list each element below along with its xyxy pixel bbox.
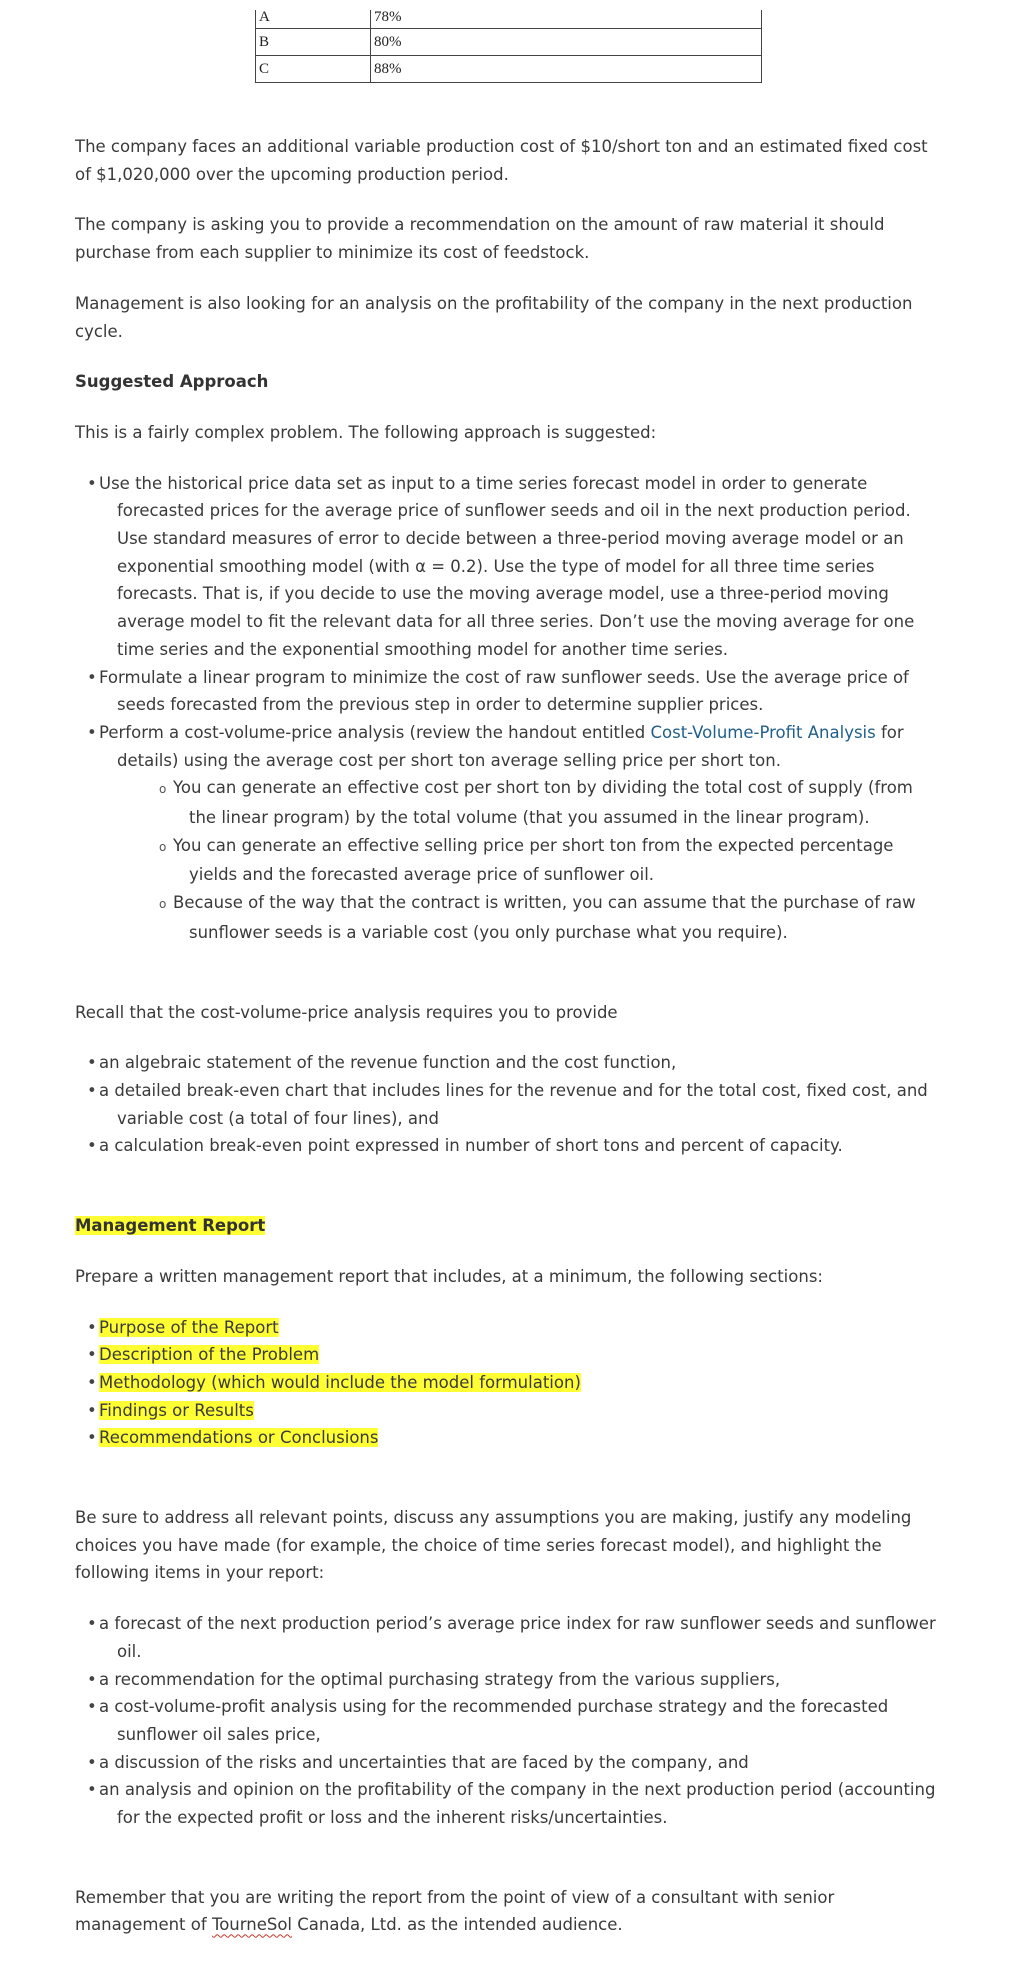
supplier-cell: C bbox=[256, 56, 371, 83]
list-item bbox=[75, 1341, 945, 1369]
document-body bbox=[75, 133, 945, 1962]
approach-step-cvp-pre: Perform a cost-volume-price analysis (review the handout entitled bbox=[99, 722, 651, 742]
list-item bbox=[75, 1693, 945, 1748]
list-item bbox=[75, 1776, 945, 1831]
management-report-heading: Management Report bbox=[75, 1216, 266, 1236]
list-item bbox=[75, 1610, 945, 1665]
sub-item-effective-cost: You can generate an effective cost per short ton by dividing the total cost of supply (from the linear program) by the total volume (that you assumed in the linear program). bbox=[173, 778, 913, 828]
section-methodology: Methodology (which would include the model formulation) bbox=[99, 1372, 581, 1392]
table-row bbox=[256, 56, 762, 83]
list-item bbox=[75, 1369, 945, 1397]
item-cvp: a cost-volume-profit analysis using for the recommended purchase strategy and the forecasted sunflower oil sales price, bbox=[99, 1697, 889, 1744]
report-intro: Prepare a written management report that includes, at a minimum, the following sections: bbox=[75, 1266, 823, 1286]
list-item bbox=[117, 832, 945, 889]
list-item bbox=[75, 664, 945, 719]
list-item bbox=[75, 1132, 945, 1160]
company-name: TourneSol bbox=[211, 1915, 293, 1935]
recall-item-functions: an algebraic statement of the revenue function and the cost function, bbox=[99, 1053, 677, 1073]
recall-intro: Recall that the cost-volume-price analysis requires you to provide bbox=[75, 1002, 618, 1022]
list-item bbox=[75, 1397, 945, 1425]
sub-item-variable-cost: Because of the way that the contract is written, you can assume that the purchase of raw sunflower seeds is a variable cost (you only purchase what you require). bbox=[173, 893, 916, 942]
table-row bbox=[256, 29, 762, 56]
costs-paragraph: The company faces an additional variable production cost of $10/short ton and an estimated fixed cost of $1,020,000 over the upcoming production period. bbox=[75, 137, 928, 184]
supplier-cell: B bbox=[256, 29, 371, 56]
list-item bbox=[117, 889, 945, 946]
list-item bbox=[75, 719, 945, 947]
report-sections-list bbox=[75, 1314, 945, 1453]
supplier-cell: A bbox=[256, 10, 371, 29]
list-item bbox=[75, 1749, 945, 1777]
approach-list bbox=[75, 470, 945, 947]
yield-cell: 88% bbox=[371, 56, 762, 83]
list-item bbox=[75, 1049, 945, 1077]
list-item bbox=[75, 1077, 945, 1132]
item-profitability: an analysis and opinion on the profitability of the company in the next production period (accounting for the expected profit or loss and the inherent risks/uncertainties. bbox=[99, 1780, 936, 1828]
item-purchasing: a recommendation for the optimal purchasing strategy from the various suppliers, bbox=[99, 1669, 781, 1689]
sub-item-effective-price: You can generate an effective selling price per short ton from the expected percentage yields and the forecasted average price of sunflower oil. bbox=[173, 835, 894, 885]
item-risks: a discussion of the risks and uncertainties that are faced by the company, and bbox=[99, 1752, 749, 1772]
management-paragraph: Management is also looking for an analysis on the profitability of the company in the next production cycle. bbox=[75, 293, 913, 341]
list-item bbox=[75, 1314, 945, 1342]
list-item bbox=[117, 774, 945, 831]
cvp-handout-link[interactable]: Cost-Volume-Profit Analysis bbox=[650, 722, 876, 742]
section-purpose: Purpose of the Report bbox=[99, 1317, 279, 1337]
request-paragraph: The company is asking you to provide a recommendation on the amount of raw material it should purchase from each supplier to minimize its cost of feedstock. bbox=[75, 215, 885, 263]
address-intro: Be sure to address all relevant points, discuss any assumptions you are making, justify any modeling choices you have made (for example, the choice of time series forecast model), and highlight the following items in your report: bbox=[75, 1508, 912, 1583]
list-item bbox=[75, 470, 945, 664]
approach-intro: This is a fairly complex problem. The following approach is suggested: bbox=[75, 422, 657, 442]
section-description: Description of the Problem bbox=[99, 1345, 320, 1365]
section-recommendations: Recommendations or Conclusions bbox=[99, 1428, 379, 1448]
recall-item-chart: a detailed break-even chart that includes lines for the revenue and for the total cost, fixed cost, and variable cost (a total of four lines), and bbox=[99, 1080, 928, 1128]
item-forecast: a forecast of the next production period’s average price index for raw sunflower seeds and sunflower oil. bbox=[99, 1614, 936, 1661]
table-row bbox=[256, 10, 762, 29]
section-findings: Findings or Results bbox=[99, 1400, 254, 1420]
closing-paragraph bbox=[75, 1884, 945, 1939]
approach-step-cvp-post: for details) using the average cost per short ton average selling price per short ton. bbox=[117, 722, 904, 770]
approach-step-linear-program: Formulate a linear program to minimize the cost of raw sunflower seeds. Use the average price of seeds forecasted from the previous step in order to determine supplier prices. bbox=[99, 667, 909, 715]
highlight-items-list bbox=[75, 1610, 945, 1832]
list-item bbox=[75, 1666, 945, 1694]
cvp-sublist bbox=[117, 774, 945, 946]
yield-cell: 80% bbox=[371, 29, 762, 56]
suggested-approach-heading: Suggested Approach bbox=[75, 372, 269, 392]
yield-cell: 78% bbox=[371, 10, 762, 29]
recall-item-breakeven: a calculation break-even point expressed in number of short tons and percent of capacity. bbox=[99, 1136, 843, 1156]
approach-step-forecast: Use the historical price data set as input to a time series forecast model in order to generate forecasted prices for the average price of sunflower seeds and oil in the next production period. Use standard measures of error to decide between a three-period moving average model or an exponential smoothing model (with α = 0.2). Use the type of model for all three time series forecasts. That is, if you decide to use the moving average model, use a three-period moving average model to fit the relevant data for all three series. Don’t use the moving average for one time series and the exponential smoothing model for another time series. bbox=[99, 473, 915, 659]
closing-text-pre: Remember that you are writing the report from the point of view of a consultant with senior management of bbox=[75, 1887, 835, 1935]
list-item bbox=[75, 1424, 945, 1452]
supplier-yield-table bbox=[255, 10, 762, 83]
recall-list bbox=[75, 1049, 945, 1160]
closing-text-post: Canada, Ltd. as the intended audience. bbox=[292, 1915, 623, 1935]
